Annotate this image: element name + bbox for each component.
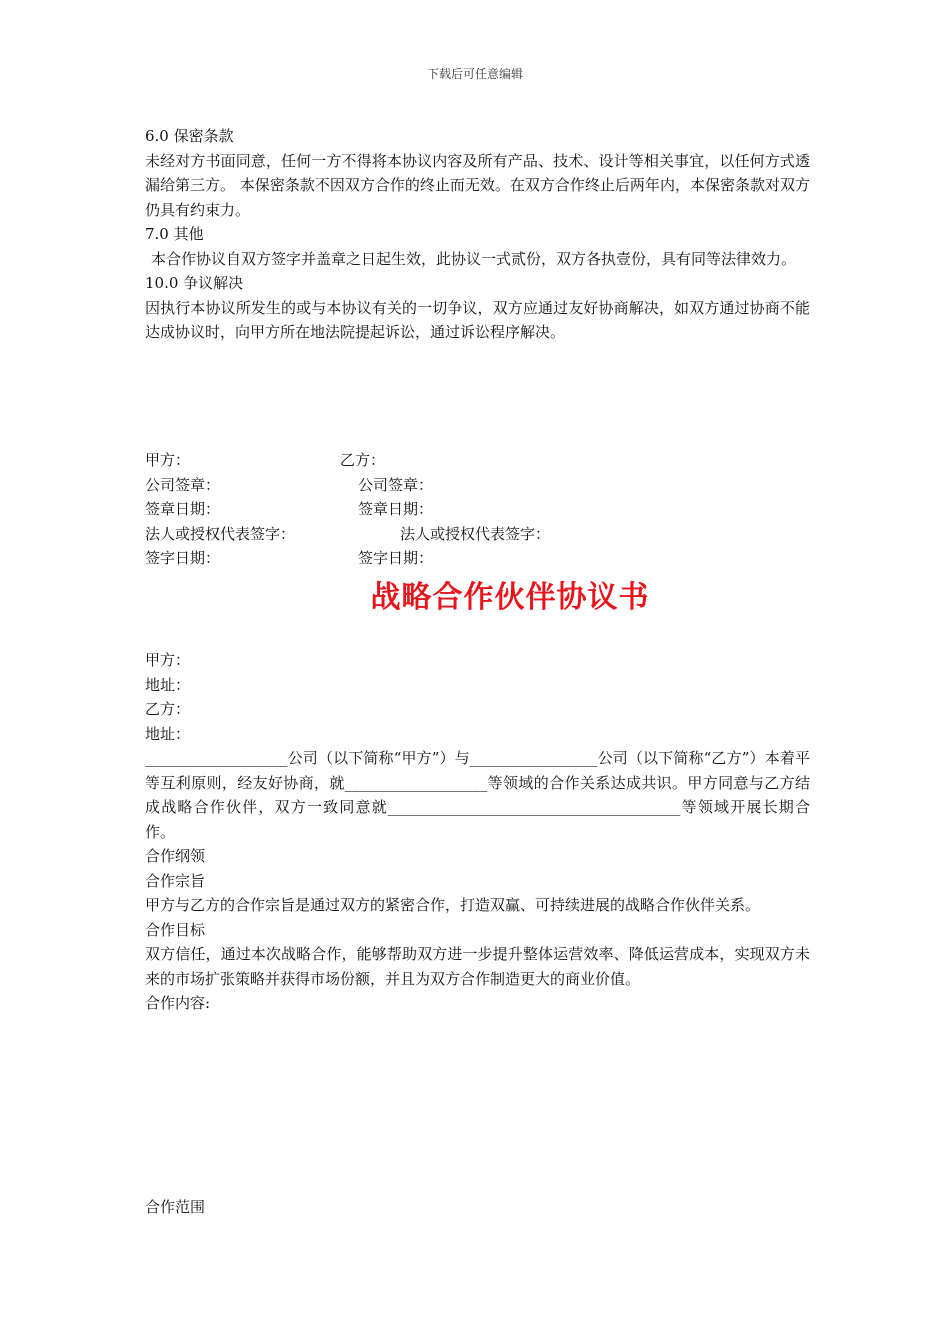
scope-heading: 合作范围: [145, 1198, 206, 1216]
party-b-address: 地址：: [145, 724, 191, 743]
content-heading: 合作内容:: [145, 994, 211, 1012]
party-b-company-seal: 公司签章：: [358, 475, 434, 494]
document-title: 战略合作伙伴协议书: [370, 580, 650, 615]
goal-heading: 合作目标: [145, 920, 206, 939]
dispute-heading: 10.0 争议解决: [145, 274, 244, 292]
confidentiality-body: 未经对方书面同意，任何一方不得将本协议内容及所有产品、技术、设计等相关事宜，以任何方式透漏给第三方。 本保密条款不因双方合作的终止而无效。在双方合作终止后两年内，本保密条款对双方仍具有约束力。: [145, 151, 810, 219]
dispute-body: 因执行本协议所发生的或与本协议有关的一切争议，双方应通过友好协商解决，如双方通过协商不能达成协议时，向甲方所在地法院提起诉讼，通过诉讼程序解决。: [145, 298, 810, 341]
page-header: 下载后可任意编辑: [426, 67, 523, 81]
clauses-section: [145, 124, 810, 345]
other-heading: 7.0 其他: [145, 225, 204, 243]
party-a-address: 地址：: [145, 675, 191, 694]
party-b-field: 乙方：: [145, 700, 191, 718]
signature-row: [145, 522, 810, 547]
goal-body: 双方信任，通过本次战略合作，能够帮助双方进一步提升整体运营效率、降低运营成本，实现双方未来的市场扩张策略并获得市场份额，并且为双方合作制造更大的商业价值。: [145, 945, 810, 988]
signature-block: [145, 448, 810, 571]
purpose-body: 甲方与乙方的合作宗旨是通过双方的紧密合作，打造双赢、可持续进展的战略合作伙伴关系。: [145, 896, 761, 914]
signature-row: [145, 448, 810, 473]
party-a-sign-date: 签字日期：: [145, 549, 221, 567]
scope-section: [145, 1195, 810, 1220]
agreement-body: [145, 648, 810, 1016]
signature-row: [145, 497, 810, 522]
party-a-seal-date: 签章日期：: [145, 500, 221, 518]
outline-heading: 合作纲领: [145, 847, 206, 865]
party-b-representative: 法人或授权代表签字：: [400, 524, 551, 543]
other-body: 本合作协议自双方签字并盖章之日起生效，此协议一式贰份，双方各执壹份，具有同等法律效力。: [151, 249, 797, 268]
party-a-field: 甲方：: [145, 651, 191, 669]
party-b-seal-date: 签章日期：: [358, 500, 434, 518]
party-a-company-seal: 公司签章：: [145, 475, 221, 494]
party-a-label: 甲方：: [145, 451, 191, 469]
purpose-heading: 合作宗旨: [145, 871, 206, 890]
confidentiality-heading: 6.0 保密条款: [145, 127, 234, 145]
party-b-label: 乙方：: [340, 451, 386, 469]
party-a-representative: 法人或授权代表签字：: [145, 524, 296, 543]
intro-paragraph: ___________________公司（以下简称“甲方”）与_________________公司（以下简称“乙方”）本着平等互利原则，经友好协商，就___________________等领域的合作关系达成共识。甲方同意与乙方结成战略合作伙伴，双方一致同意就_______________________________________等领域开展长期合作。: [145, 749, 810, 841]
signature-row: [145, 546, 810, 571]
signature-row: [145, 473, 810, 498]
party-b-sign-date: 签字日期：: [358, 549, 434, 567]
